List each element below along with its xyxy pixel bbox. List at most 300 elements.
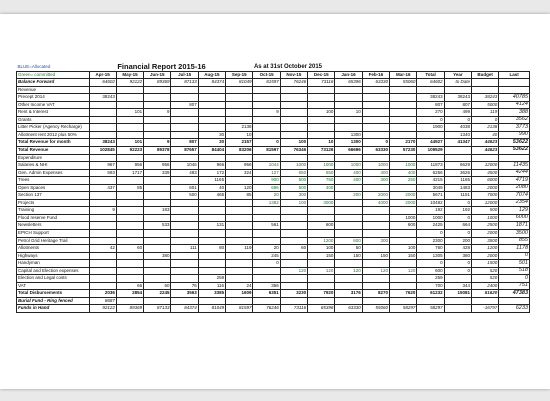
table-cell [171, 124, 198, 132]
col-header-4: Aug-15 [198, 71, 225, 79]
row-label: Handyman [17, 260, 90, 268]
table-cell: 53622 [499, 146, 530, 154]
table-row [17, 177, 530, 185]
table-cell [171, 199, 198, 207]
table-cell: 533 [144, 222, 171, 230]
table-cell: 601 [171, 184, 198, 192]
table-cell: 65396 [335, 79, 362, 87]
table-cell [198, 252, 225, 260]
table-cell: 2170 [390, 139, 417, 147]
table-cell [144, 229, 171, 237]
table-cell: 109529 [417, 146, 444, 154]
table-row [17, 101, 530, 109]
table-cell [89, 124, 116, 132]
table-cell [144, 275, 171, 283]
table-cell [253, 131, 280, 139]
row-label: Gen. Admin Expenses [17, 169, 90, 177]
table-cell [144, 124, 171, 132]
table-cell: 400 [308, 184, 335, 192]
table-cell: 76346 [280, 146, 307, 154]
table-cell: 81049 [198, 305, 225, 313]
table-cell: 1165 [444, 177, 471, 185]
table-cell: 3385 [198, 290, 225, 298]
table-cell [171, 131, 198, 139]
table-cell: 83206 [226, 146, 253, 154]
table-cell [417, 86, 444, 94]
row-label: Training [17, 207, 90, 215]
table-cell [144, 131, 171, 139]
table-cell [335, 184, 362, 192]
table-cell: 38243 [89, 94, 116, 102]
table-cell: 1305 [417, 252, 444, 260]
row-label: Open Spaces [17, 184, 90, 192]
table-cell [472, 154, 499, 162]
table-cell: 1044 [253, 162, 280, 170]
table-cell [280, 124, 307, 132]
table-cell [362, 275, 389, 283]
table-cell [89, 222, 116, 230]
table-cell: 4500 [472, 169, 499, 177]
table-cell [362, 154, 389, 162]
table-cell: 60 [144, 282, 171, 290]
col-header-8: Dec-15 [308, 71, 335, 79]
table-cell: 855 [499, 237, 530, 245]
table-cell: -16797 [472, 305, 499, 313]
table-cell: 500 [171, 192, 198, 200]
table-cell [362, 282, 389, 290]
table-cell [308, 275, 335, 283]
table-cell [390, 154, 417, 162]
table-cell [335, 101, 362, 109]
table-cell [499, 86, 530, 94]
col-header-7: Nov-15 [280, 71, 307, 79]
table-cell [144, 177, 171, 185]
table-cell: 650 [308, 169, 335, 177]
table-cell: 100 [308, 109, 335, 117]
table-cell: 73126 [308, 146, 335, 154]
table-cell: 12000 [472, 199, 499, 207]
table-row [17, 124, 530, 132]
table-cell [280, 101, 307, 109]
table-cell [116, 199, 143, 207]
table-cell [116, 94, 143, 102]
table-cell: 760 [417, 245, 444, 253]
table-cell [116, 101, 143, 109]
table-cell [89, 86, 116, 94]
table-cell [116, 192, 143, 200]
table-cell: 20 [253, 192, 280, 200]
table-cell [198, 101, 225, 109]
table-cell [253, 267, 280, 275]
table-cell: 400 [390, 169, 417, 177]
table-cell [335, 154, 362, 162]
table-cell: 700 [417, 282, 444, 290]
table-cell: 4215 [417, 177, 444, 185]
table-cell: 7920 [308, 290, 335, 298]
table-cell: 3773 [499, 124, 530, 132]
table-cell: 4038 [444, 124, 471, 132]
table-cell: 6233 [499, 305, 530, 313]
table-cell [89, 101, 116, 109]
table-cell: 100 [280, 139, 307, 147]
table-cell: 192 [444, 207, 471, 215]
table-cell: 0 [444, 260, 471, 268]
table-cell: 119 [226, 245, 253, 253]
table-cell: 44927 [417, 139, 444, 147]
row-label: Projects [17, 199, 90, 207]
row-label: Total Revenue for month [17, 139, 90, 147]
table-cell [89, 267, 116, 275]
table-cell: 64602 [417, 79, 444, 87]
table-cell: 664 [444, 222, 471, 230]
table-cell [444, 146, 471, 154]
table-cell: 324 [226, 169, 253, 177]
table-cell [362, 214, 389, 222]
table-cell [171, 237, 198, 245]
row-label: Other Income VAT [17, 101, 90, 109]
table-cell [116, 116, 143, 124]
table-cell: 84404 [198, 146, 225, 154]
table-cell [144, 267, 171, 275]
table-cell [280, 229, 307, 237]
table-cell [308, 116, 335, 124]
table-cell [280, 86, 307, 94]
table-cell: 100 [308, 245, 335, 253]
table-cell: 956 [226, 162, 253, 170]
table-cell: 3176 [335, 290, 362, 298]
table-cell: 2000 [472, 229, 499, 237]
table-cell: 6629 [444, 162, 471, 170]
table-cell: 1340 [444, 131, 471, 139]
table-cell: 2080 [499, 184, 530, 192]
table-cell: 1000 [390, 214, 417, 222]
table-cell: 76246 [253, 305, 280, 313]
table-cell [335, 214, 362, 222]
table-cell [308, 131, 335, 139]
table-cell: 2000 [472, 184, 499, 192]
table-cell: 87133 [171, 79, 198, 87]
table-cell: 600 [390, 222, 417, 230]
report-title: Financial Report 2015-16 [117, 63, 206, 71]
table-cell [472, 297, 499, 305]
table-cell [144, 116, 171, 124]
table-cell [198, 207, 225, 215]
table-cell [198, 154, 225, 162]
table-cell [144, 154, 171, 162]
row-label: Funds in Hand [17, 305, 90, 313]
table-cell: 150 [390, 252, 417, 260]
table-cell: 81049 [226, 79, 253, 87]
table-cell [444, 154, 471, 162]
table-cell: 183 [144, 207, 171, 215]
table-cell [253, 297, 280, 305]
row-label: Petrol Grid Heritage Trail [17, 237, 90, 245]
table-cell: 1178 [499, 245, 530, 253]
table-cell: 192 [417, 207, 444, 215]
table-cell [308, 94, 335, 102]
table-cell: 80 [198, 245, 225, 253]
table-cell [362, 109, 389, 117]
table-cell: 81597 [253, 146, 280, 154]
table-cell: 1717 [116, 169, 143, 177]
table-cell [226, 86, 253, 94]
table-cell [198, 229, 225, 237]
table-cell [89, 214, 116, 222]
table-cell [89, 192, 116, 200]
table-cell [171, 86, 198, 94]
table-cell [335, 207, 362, 215]
table-row [17, 275, 530, 283]
table-row [17, 94, 530, 102]
table-cell: 12000 [472, 162, 499, 170]
table-cell [171, 207, 198, 215]
table-row [17, 245, 530, 253]
key-allocated: BLUE=Allocated [17, 63, 51, 69]
table-cell: 300 [362, 177, 389, 185]
table-cell: 150 [362, 252, 389, 260]
table-cell: 356 [253, 282, 280, 290]
table-cell [144, 184, 171, 192]
table-cell: 1000 [362, 162, 389, 170]
table-cell: 4244 [499, 169, 530, 177]
table-cell: 73116 [280, 305, 307, 313]
table-cell [280, 260, 307, 268]
row-label: Balance Forward [17, 79, 90, 87]
table-cell: 600 [308, 222, 335, 230]
table-cell: 400 [335, 169, 362, 177]
table-cell: 6000 [499, 214, 530, 222]
table-cell: 3563 [171, 290, 198, 298]
table-cell: 520 [472, 275, 499, 283]
row-label: Election and Legal costs [17, 275, 90, 283]
table-cell: 0 [499, 275, 530, 283]
table-cell: 0 [417, 116, 444, 124]
table-cell: 63330 [362, 146, 389, 154]
table-cell: 84374 [171, 305, 198, 313]
table-cell: 120 [226, 184, 253, 192]
table-cell: 1500 [472, 260, 499, 268]
table-cell [444, 297, 471, 305]
table-cell [390, 94, 417, 102]
table-row [17, 297, 530, 305]
table-cell [116, 214, 143, 222]
table-cell: 64602 [89, 79, 116, 87]
table-cell: 2854 [116, 290, 143, 298]
table-cell: 51620 [472, 290, 499, 298]
table-row [17, 162, 530, 170]
table-cell: 111 [171, 245, 198, 253]
table-cell [116, 154, 143, 162]
table-cell: 0 [444, 116, 471, 124]
table-cell [89, 282, 116, 290]
table-cell: 47383 [499, 290, 530, 298]
table-cell: 1000 [417, 214, 444, 222]
table-cell [198, 297, 225, 305]
table-cell [198, 86, 225, 94]
table-cell: 120 [335, 267, 362, 275]
as-at-date: As at 31st October 2015 [253, 63, 323, 70]
table-cell [253, 101, 280, 109]
table-cell [335, 275, 362, 283]
table-cell [253, 154, 280, 162]
table-cell: 1000 [390, 162, 417, 170]
table-cell [362, 184, 389, 192]
row-label: Litter Picker (Agency Recharge) [17, 124, 90, 132]
table-cell: 1382 [253, 199, 280, 207]
document-page [0, 14, 550, 389]
table-cell: 696 [253, 184, 280, 192]
table-cell [198, 124, 225, 132]
table-cell: 0 [444, 229, 471, 237]
table-cell: 10 [335, 109, 362, 117]
table-cell: 1000 [335, 162, 362, 170]
table-row [17, 154, 530, 162]
table-cell: 87133 [144, 305, 171, 313]
table-cell [116, 131, 143, 139]
table-cell: 500 [280, 177, 307, 185]
col-header-13: Year [444, 71, 471, 79]
table-cell [253, 207, 280, 215]
row-label: Grants [17, 116, 90, 124]
table-cell [226, 297, 253, 305]
table-cell: 73116 [308, 79, 335, 87]
table-cell: 7620 [390, 290, 417, 298]
table-row [17, 229, 530, 237]
title-row [17, 63, 530, 71]
col-header-5: Sep-15 [226, 71, 253, 79]
table-cell: 428 [444, 245, 471, 253]
table-cell: 2300 [417, 237, 444, 245]
table-cell: 4000 [362, 199, 389, 207]
table-cell [226, 109, 253, 117]
table-cell: 1000 [280, 162, 307, 170]
table-cell: 101 [116, 109, 143, 117]
table-cell: 0 [444, 214, 471, 222]
row-label: Trees [17, 177, 90, 185]
table-cell [390, 237, 417, 245]
table-cell: 2354 [499, 199, 530, 207]
table-cell [226, 252, 253, 260]
table-cell [280, 94, 307, 102]
table-cell: 41347 [444, 139, 471, 147]
table-row [17, 214, 530, 222]
table-cell: 3500 [499, 229, 530, 237]
table-cell: 85 [116, 184, 143, 192]
table-cell: 44623 [472, 146, 499, 154]
table-cell: 129 [499, 207, 530, 215]
row-label: Allotment rent 2012 plus 50% [17, 131, 90, 139]
table-cell [280, 214, 307, 222]
table-cell: 87657 [171, 146, 198, 154]
table-cell [280, 252, 307, 260]
row-label: Revenue [17, 86, 90, 94]
col-header-1: May-15 [116, 71, 143, 79]
table-cell [390, 260, 417, 268]
row-label: Total Revenue [17, 146, 90, 154]
col-header-3: Jul-15 [171, 71, 198, 79]
table-cell [89, 275, 116, 283]
table-cell: 499 [444, 109, 471, 117]
table-cell: 38243 [444, 94, 471, 102]
table-cell [308, 229, 335, 237]
col-header-0: Apr-15 [89, 71, 116, 79]
table-cell: 1151 [444, 192, 471, 200]
table-cell [171, 116, 198, 124]
table-cell: 50 [335, 245, 362, 253]
table-cell: 4124 [499, 101, 530, 109]
table-cell: 3000 [308, 199, 335, 207]
table-cell: 9 [89, 207, 116, 215]
table-cell: 2138 [226, 124, 253, 132]
table-row [17, 86, 530, 94]
table-cell: 38243 [472, 94, 499, 102]
table-cell: 270 [417, 109, 444, 117]
table-row [17, 252, 530, 260]
table-cell: 9 [144, 109, 171, 117]
row-label: Highways [17, 252, 90, 260]
table-cell: 89378 [144, 146, 171, 154]
table-cell [226, 229, 253, 237]
table-cell: 339 [144, 169, 171, 177]
table-cell: 119 [472, 109, 499, 117]
table-cell [335, 124, 362, 132]
table-cell [198, 94, 225, 102]
table-cell [280, 282, 307, 290]
col-header-11: Mar-16 [390, 71, 417, 79]
table-cell: 518 [499, 267, 530, 275]
table-cell [335, 260, 362, 268]
table-cell: 2245 [144, 290, 171, 298]
table-cell: 2036 [89, 290, 116, 298]
row-label: Total Disbursements [17, 290, 90, 298]
table-cell: 400 [362, 169, 389, 177]
table-cell [362, 260, 389, 268]
table-cell: 44623 [472, 139, 499, 147]
table-cell: 101 [116, 139, 143, 147]
table-cell: 60 [280, 245, 307, 253]
table-cell: 38243 [417, 94, 444, 102]
col-header-15: Last [499, 71, 530, 79]
table-cell: 1200 [472, 245, 499, 253]
table-cell: 92223 [116, 146, 143, 154]
table-cell [335, 116, 362, 124]
table-cell [335, 282, 362, 290]
table-cell: 520 [472, 267, 499, 275]
table-cell [171, 222, 198, 230]
table-cell: 561 [253, 222, 280, 230]
table-cell [444, 86, 471, 94]
table-cell [116, 86, 143, 94]
table-cell: 600 [335, 237, 362, 245]
table-cell [280, 131, 307, 139]
table-row [17, 237, 530, 245]
table-cell [198, 199, 225, 207]
table-cell [390, 131, 417, 139]
table-cell [362, 207, 389, 215]
table-cell: 76246 [280, 79, 307, 87]
row-label: VAT [17, 282, 90, 290]
table-cell: 0 [444, 199, 471, 207]
table-cell: 120 [362, 267, 389, 275]
table-cell [280, 116, 307, 124]
table-cell: 38243 [89, 139, 116, 147]
table-cell: 6351 [253, 290, 280, 298]
table-cell [116, 260, 143, 268]
row-label: Newsletters [17, 222, 90, 230]
table-row [17, 109, 530, 117]
table-cell [171, 94, 198, 102]
table-cell [253, 86, 280, 94]
